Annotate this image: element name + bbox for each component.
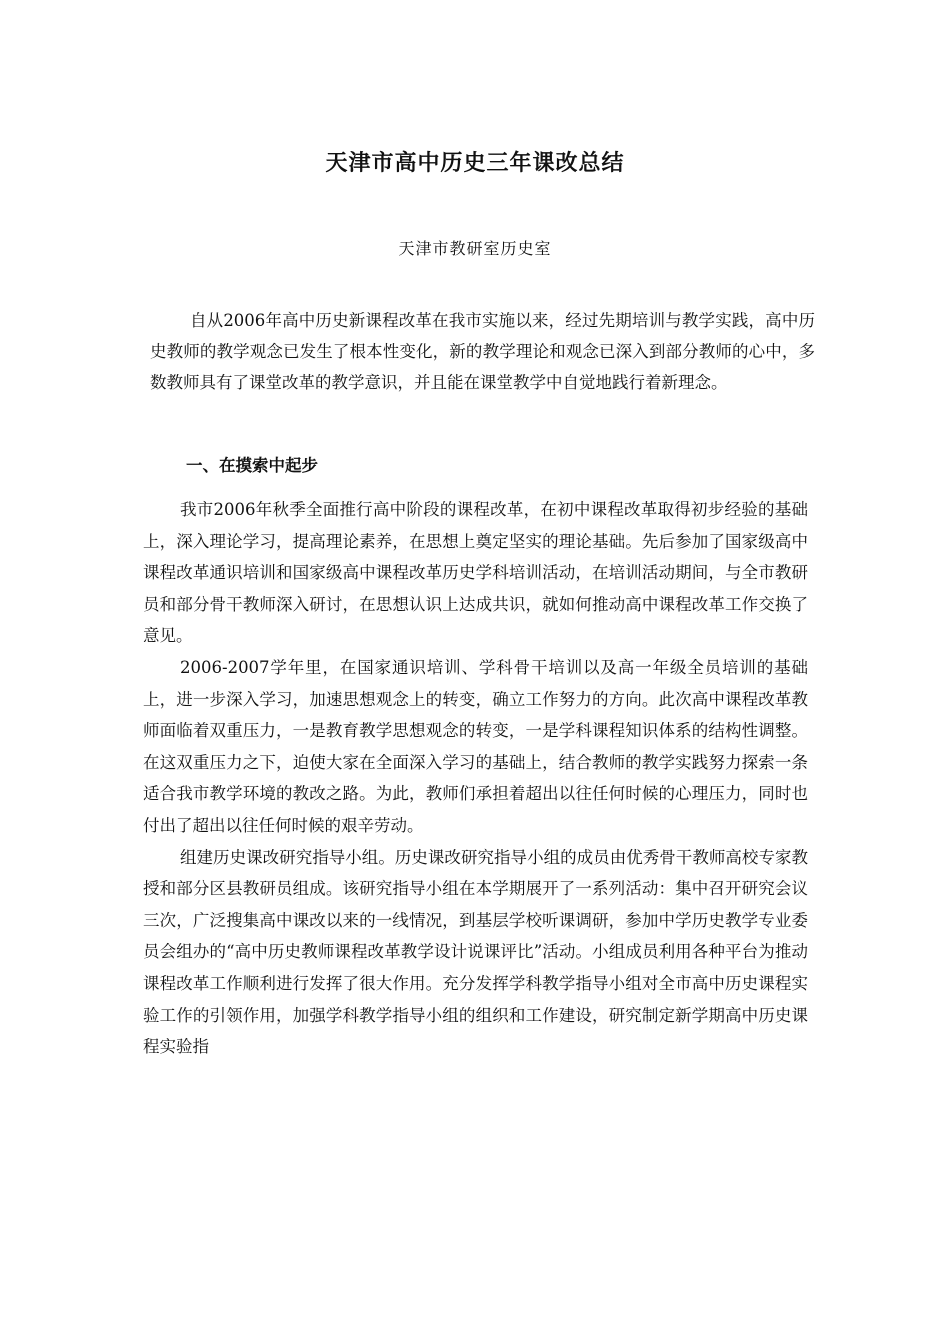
section-body <box>143 494 808 1063</box>
body-paragraph: 组建历史课改研究指导小组。历史课改研究指导小组的成员由优秀骨干教师高校专家教授和部分区县教研员组成。该研究指导小组在本学期展开了一系列活动：集中召开研究会议三次，广泛搜集高中课改以来的一线情况，到基层学校听课调研，参加中学历史教学专业委员会组办的“高中历史教师课程改革教学设计说课评比”活动。小组成员利用各种平台为推动课程改革工作顺利进行发挥了很大作用。充分发挥学科教学指导小组对全市高中历史课程实验工作的引领作用，加强学科教学指导小组的组织和工作建设，研究制定新学期高中历史课程实验指 <box>143 847 808 1057</box>
intro-paragraph: 自从2006年高中历史新课程改革在我市实施以来，经过先期培训与教学实践，高中历史教师的教学观念已发生了根本性变化，新的教学理论和观念已深入到部分教师的心中，多数教师具有了课堂改革的教学意识，并且能在课堂教学中自觉地践行着新理念。 <box>150 311 815 392</box>
section-heading: 一、在摸索中起步 <box>186 456 318 475</box>
document-title: 天津市高中历史三年课改总结 <box>325 151 625 176</box>
body-paragraph: 我市2006年秋季全面推行高中阶段的课程改革，在初中课程改革取得初步经验的基础上，深入理论学习，提高理论素养，在思想上奠定坚实的理论基础。先后参加了国家级高中课程改革通识培训和国家级高中课程改革历史学科培训活动，在培训活动期间，与全市教研员和部分骨干教师深入研讨，在思想认识上达成共识，就如何推动高中课程改革工作交换了意见。 <box>143 500 808 646</box>
body-paragraph: 2006-2007学年里，在国家通识培训、学科骨干培训以及高一年级全员培训的基础上，进一步深入学习，加速思想观念上的转变，确立工作努力的方向。此次高中课程改革教师面临着双重压力，一是教育教学思想观念的转变，一是学科课程知识体系的结构性调整。在这双重压力之下，迫使大家在全面深入学习的基础上，结合教师的教学实践努力探索一条适合我市教学环境的教改之路。为此，教师们承担着超出以往任何时候的心理压力，同时也付出了超出以往任何时候的艰辛劳动。 <box>143 657 808 835</box>
document-subtitle: 天津市教研室历史室 <box>398 239 552 258</box>
